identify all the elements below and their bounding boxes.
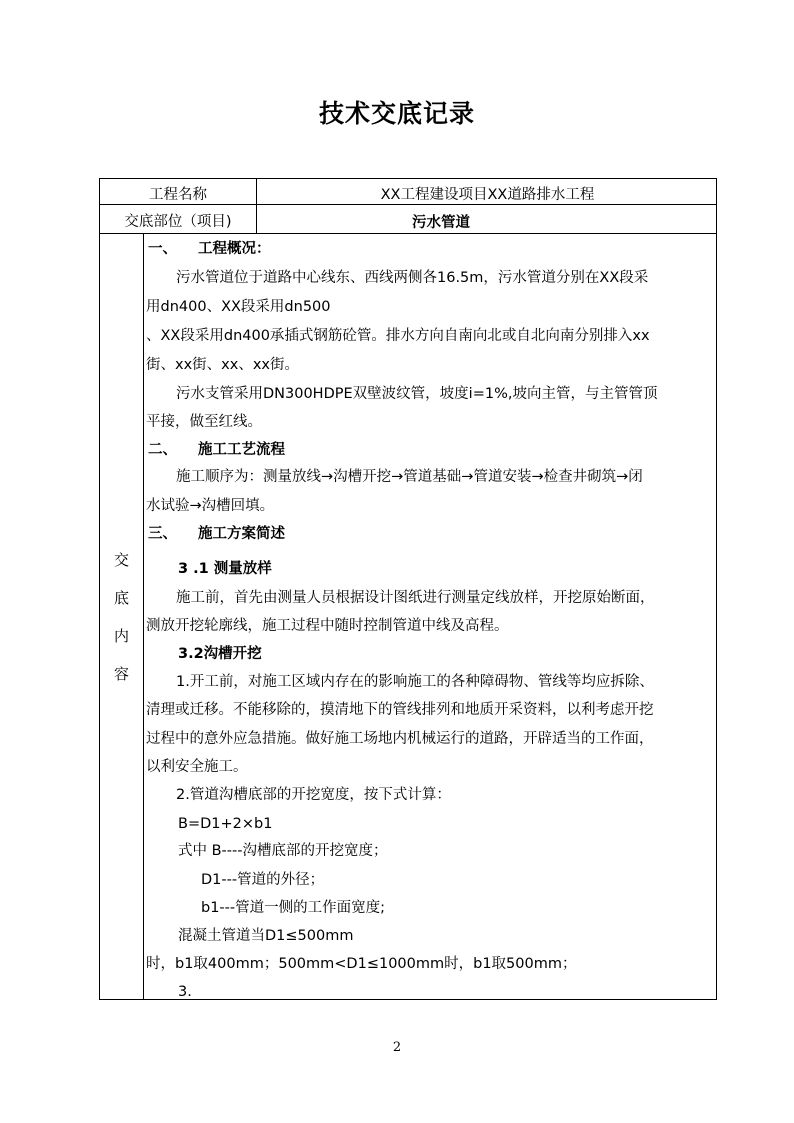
paragraph-line: 施工顺序为：测量放线→沟槽开挖→管道基础→管道安装→检查井砌筑→闭 bbox=[176, 469, 643, 485]
content-side-label bbox=[100, 541, 143, 693]
paragraph-line: 污水管道位于道路中心线东、西线两侧各16.5m，污水管道分别在XX段采 bbox=[176, 270, 649, 286]
section-2-number: 二、 bbox=[148, 442, 177, 458]
side-label-char: 内 bbox=[113, 627, 129, 645]
paragraph-line: 3. bbox=[178, 984, 192, 1000]
page-number: 2 bbox=[392, 1040, 402, 1055]
paragraph-line: 以利安全施工。 bbox=[146, 759, 248, 775]
section-3-number: 三、 bbox=[148, 526, 177, 542]
paragraph-line: 、XX段采用dn400承插式钢筋砼管。排水方向自南向北或自北向南分别排入xx bbox=[146, 328, 650, 344]
section-3-heading: 施工方案简述 bbox=[198, 526, 285, 542]
column-divider bbox=[143, 233, 144, 999]
disclosure-table bbox=[99, 178, 717, 1000]
subsection-3-2-heading: 3.2沟槽开挖 bbox=[178, 646, 262, 662]
formula-definition: 式中 B----沟槽底部的开挖宽度； bbox=[178, 843, 388, 859]
formula: B=D1+2×b1 bbox=[178, 816, 273, 832]
project-name-value: XX工程建设项目XX道路排水工程 bbox=[380, 187, 595, 203]
subsection-3-1-heading: 3 .1 测量放样 bbox=[178, 561, 272, 577]
project-name-label: 工程名称 bbox=[149, 187, 207, 203]
paragraph-line: 平接，做至红线。 bbox=[146, 414, 262, 430]
paragraph-line: 污水支管采用DN300HDPE双壁波纹管，坡度i=1%,坡向主管，与主管管顶 bbox=[176, 386, 658, 402]
side-label-char: 交 bbox=[113, 551, 129, 569]
paragraph-line: 施工前，首先由测量人员根据设计图纸进行测量定线放样，开挖原始断面， bbox=[176, 590, 655, 606]
document-title: 技术交底记录 bbox=[318, 99, 475, 128]
side-label-char: 容 bbox=[113, 665, 129, 683]
row-divider bbox=[100, 204, 716, 205]
section-1-number: 一、 bbox=[148, 241, 177, 257]
section-2-heading: 施工工艺流程 bbox=[198, 442, 285, 458]
section-1-heading: 工程概况： bbox=[198, 241, 271, 257]
side-label-char: 底 bbox=[113, 589, 129, 607]
paragraph-line: 清理或迁移。不能移除的，摸清地下的管线排列和地质开采资料，以利考虑开挖 bbox=[146, 702, 654, 718]
paragraph-line: 过程中的意外应急措施。做好施工场地内机械运行的道路，开辟适当的工作面， bbox=[146, 731, 654, 747]
formula-definition: b1---管道一侧的工作面宽度; bbox=[201, 900, 386, 916]
paragraph-line: 用dn400、XX段采用dn500 bbox=[146, 299, 331, 315]
row-divider bbox=[100, 233, 716, 234]
paragraph-line: 1.开工前，对施工区域内存在的影响施工的各种障碍物、管线等均应拆除、 bbox=[176, 674, 654, 690]
paragraph-line: 水试验→沟槽回填。 bbox=[146, 498, 275, 514]
paragraph-line: 2.管道沟槽底部的开挖宽度，按下式计算： bbox=[176, 787, 451, 803]
paragraph-line: 时，b1取400mm；500mm<D1≤1000mm时，b1取500mm； bbox=[146, 956, 577, 972]
paragraph-line: 测放开挖轮廓线，施工过程中随时控制管道中线及高程。 bbox=[146, 618, 509, 634]
paragraph-line: 混凝土管道当D1≤500mm bbox=[178, 928, 354, 944]
paragraph-line: 街、xx街、xx、xx街。 bbox=[146, 357, 299, 373]
formula-definition: D1---管道的外径； bbox=[201, 872, 325, 888]
part-value: 污水管道 bbox=[412, 215, 470, 231]
part-label: 交底部位（项目) bbox=[124, 214, 232, 230]
